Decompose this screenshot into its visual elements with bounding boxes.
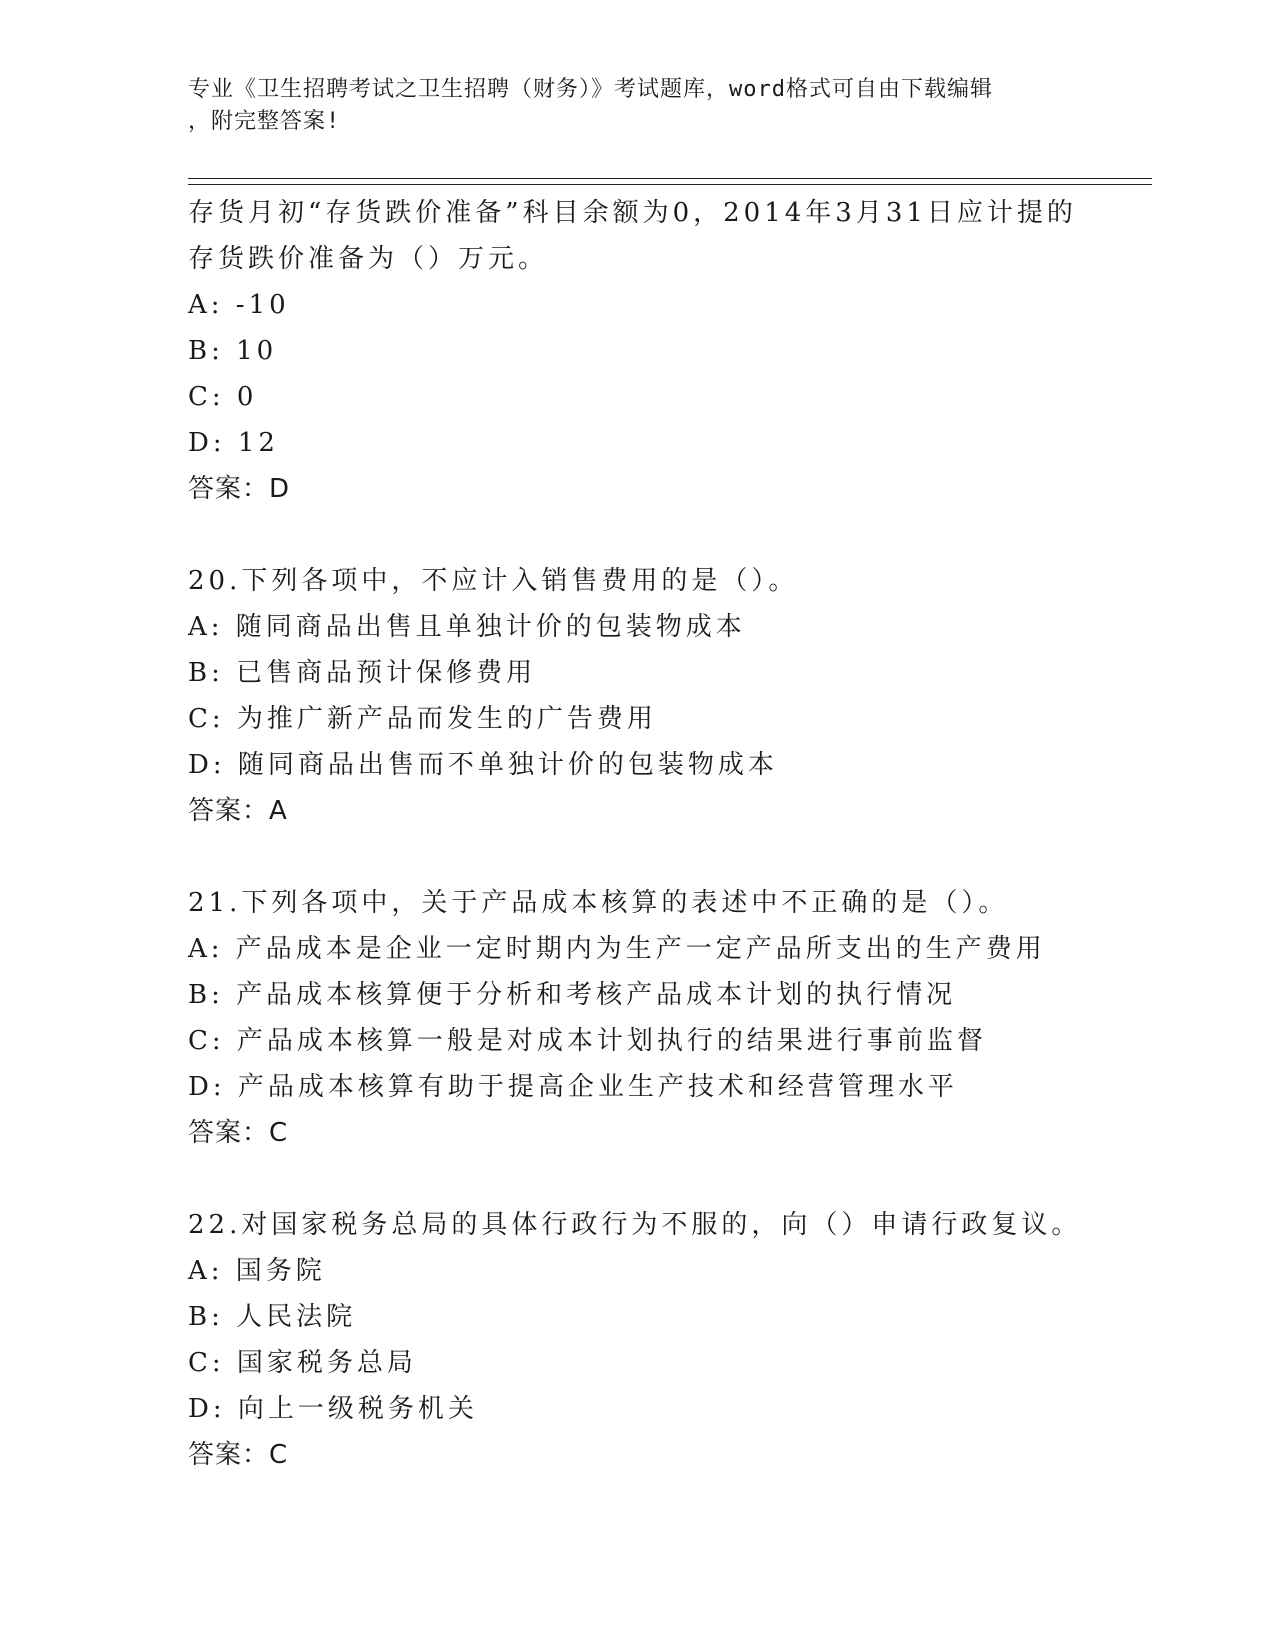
header-divider-bottom	[188, 184, 1152, 185]
answer-line: 答案：D	[188, 474, 291, 504]
option-c: C: 国家税务总局	[188, 1348, 417, 1378]
question-stem-line: 21.下列各项中，关于产品成本核算的表述中不正确的是（）。	[188, 888, 1009, 918]
question-22	[188, 1202, 1152, 1478]
option-c: C: 0	[188, 382, 258, 412]
spacer	[188, 834, 1152, 880]
question-list	[188, 190, 1152, 1478]
header-line-1: 专业《卫生招聘考试之卫生招聘（财务）》考试题库，word格式可自由下载编辑	[188, 77, 993, 102]
answer-line: 答案：C	[188, 1118, 289, 1148]
option-b: B: 产品成本核算便于分析和考核产品成本计划的执行情况	[188, 980, 957, 1010]
option-a: A: -10	[188, 290, 290, 320]
option-b: B: 10	[188, 336, 278, 366]
spacer	[188, 512, 1152, 558]
option-a: A: 产品成本是企业一定时期内为生产一定产品所支出的生产费用	[188, 934, 1046, 964]
question-21	[188, 880, 1152, 1156]
option-d: D: 向上一级税务机关	[188, 1394, 478, 1424]
option-a: A: 国务院	[188, 1256, 326, 1286]
header-line-2: ，附完整答案!	[188, 109, 341, 134]
option-c: C: 产品成本核算一般是对成本计划执行的结果进行事前监督	[188, 1026, 987, 1056]
option-d: D: 12	[188, 428, 279, 458]
option-b: B: 人民法院	[188, 1302, 357, 1332]
option-a: A: 随同商品出售且单独计价的包装物成本	[188, 612, 746, 642]
question-19	[188, 190, 1152, 512]
spacer	[188, 1156, 1152, 1202]
document-header	[188, 74, 1088, 138]
header-divider-top	[188, 178, 1152, 179]
question-stem-line: 20.下列各项中，不应计入销售费用的是（）。	[188, 566, 799, 596]
option-d: D: 产品成本核算有助于提高企业生产技术和经营管理水平	[188, 1072, 958, 1102]
answer-line: 答案：C	[188, 1440, 289, 1470]
option-c: C: 为推广新产品而发生的广告费用	[188, 704, 657, 734]
answer-line: 答案：A	[188, 796, 288, 826]
question-stem-line: 22.对国家税务总局的具体行政行为不服的，向（）申请行政复议。	[188, 1210, 1082, 1240]
question-stem-line: 存货跌价准备为（）万元。	[188, 244, 549, 274]
question-stem-line: 存货月初“存货跌价准备”科目余额为0，2014年3月31日应计提的	[188, 198, 1077, 228]
option-b: B: 已售商品预计保修费用	[188, 658, 537, 688]
option-d: D: 随同商品出售而不单独计价的包装物成本	[188, 750, 778, 780]
question-20	[188, 558, 1152, 834]
